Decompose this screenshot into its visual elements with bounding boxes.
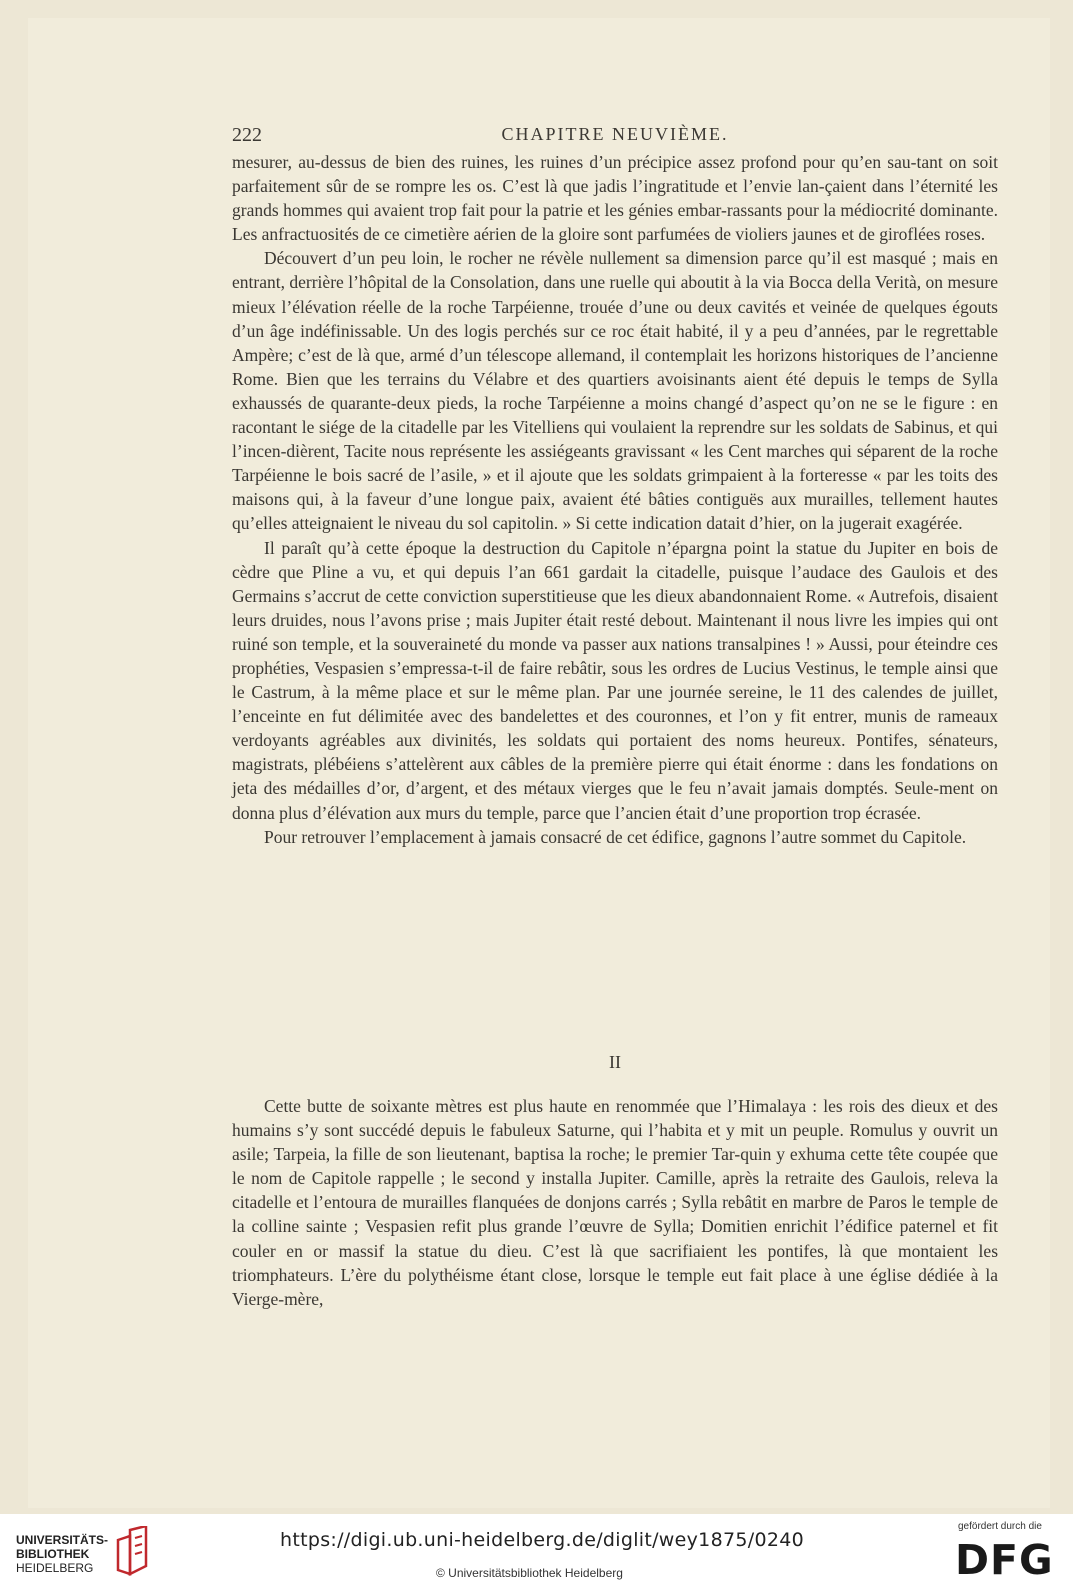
section-number: II (609, 1052, 621, 1072)
paragraph: Il paraît qu’à cette époque la destruction du Capitole n’épargna point la statue du Jupiter en bois de cèdre que Pline a vu, et qui depuis l’an 661 gardait la citadelle, puisque l’audace des Gaulois et des Germains s’accrut de cette conviction superstitieuse que les dieux abandonnaient Rome. « Autrefois, disaient leurs druides, nous l’avons prise ; mais Jupiter était resté debout. Maintenant il nous livre les impies qui ont ruiné son temple, et la souveraineté du monde va passer aux nations transalpines ! » Aussi, pour éteindre ces prophéties, Vespasien s’empressa-t-il de faire rebâtir, sous les ordres de Lucius Vestinus, le temple ainsi que le Castrum, à la même place et sur le même plan. Par une journée sereine, le 11 des calendes de juillet, l’enceinte en fut délimitée avec des bandelettes et des couronnes, et l’on y fit entrer, munis de rameaux verdoyants agréables aux divinités, les soldats qui portaient des noms heureux. Pontifes, sénateurs, magistrats, plébéiens s’attelèrent aux câbles de la première pierre qui était énorme : dans les fondations on jeta des médailles d’or, d’argent, et des métaux vierges que le feu n’avait jamais domptés. Seule-ment on donna plus d’élévation aux murs du temple, parce que l’ancien était d’une proportion trop écrasée. (232, 537, 998, 823)
permalink-url[interactable]: https://digi.ub.uni-heidelberg.de/diglit/wey1875/0240 (280, 1529, 804, 1551)
dfg-logo[interactable]: DFG (955, 1536, 1054, 1584)
library-name-line: HEIDELBERG (16, 1561, 94, 1575)
library-name-line: UNIVERSITÄTS- (16, 1533, 109, 1547)
footer-bar (0, 1514, 1073, 1591)
library-name-line: BIBLIOTHEK (16, 1547, 90, 1561)
paragraph: Cette butte de soixante mètres est plus haute en renommée que l’Himalaya : les rois des dieux et des humains s’y sont succédé depuis le fabuleux Saturne, qui l’habita et y mit un peuple. Romulus y ouvrit un asile; Tarpeia, la fille de son lieutenant, baptisa la roche; le premier Tar-quin y exhuma cette tête coupée que le nom de Capitole rappelle ; le second y installa Jupiter. Camille, après la retraite des Gaulois, releva la citadelle et l’entoura de murailles flanquées de donjons carrés ; Sylla rebâtit en marbre de Paros le temple de la colline sainte ; Vespasien refit plus grande l’œuvre de Sylla; Domitien enrichit l’édifice paternel et fit couler en or massif la statue du dieu. C’est là que sacrifiaient les pontifes, là que montaient les triomphateurs. L’ère du polythéisme étant close, lorsque le temple eut fait place à une église dédiée à la Vierge-mère, (232, 1096, 998, 1309)
section-body-ii (232, 1094, 998, 1311)
chapter-title: CHAPITRE NEUVIÈME. (501, 124, 729, 144)
funded-by-label: gefördert durch die (958, 1521, 1042, 1532)
library-name[interactable] (16, 1533, 108, 1575)
copyright-notice: © Universitätsbibliothek Heidelberg (436, 1566, 623, 1580)
paragraph: mesurer, au-dessus de bien des ruines, les ruines d’un précipice assez profond pour qu’en sau-tant on soit parfaitement sûr de se rompre les os. C’est là que jadis l’ingratitude et l’envie lan-çaient dans l’éternité les grands hommes qui avaient trop fait pour la patrie et les génies embar-rassants pour la médiocrité dominante. Les anfractuosités de ce cimetière aérien de la gloire sont parfumées de violiers jaunes et de giroflées roses. (232, 152, 998, 245)
library-logo-icon[interactable] (112, 1526, 150, 1576)
page-number: 222 (232, 124, 262, 146)
paragraph: Découvert d’un peu loin, le rocher ne révèle nullement sa dimension parce qu’il est masqué ; mais en entrant, derrière l’hôpital de la Consolation, dans une ruelle qui aboutit à la via Bocca della Verità, on mesure mieux l’élévation réelle de la roche Tarpéienne, trouée d’une ou deux cavités et veinée de quelques égouts d’un âge indéfinissable. Un des logis perchés sur ce roc était habité, il y a peu d’années, par le regrettable Ampère; c’est de là que, armé d’un télescope allemand, il contemplait les horizons historiques de l’ancienne Rome. Bien que les terrains du Vélabre et des quartiers avoisinants aient été depuis le temps de Sylla exhaussés de quarante-deux pieds, la roche Tarpéienne a moins changé d’aspect qu’on ne se le figure : en racontant le siége de la citadelle par les Vitelliens qui voulaient la reprendre sur les soldats de Sabinus, et qui l’incen-dièrent, Tacite nous représente les assiégeants gravissant « les Cent marches qui séparent de la roche Tarpéienne le bois sacré de l’asile, » et il ajoute que les soldats grimpaient à la forteresse « par les toits des maisons qui, à la faveur d’une longue paix, avaient été bâties contiguës aux murailles, tellement hautes qu’elles atteignaient le niveau du sol capitolin. » Si cette indication datait d’hier, on la jugerait exagérée. (232, 248, 998, 534)
section-body-continued (232, 150, 998, 849)
paragraph: Pour retrouver l’emplacement à jamais consacré de cet édifice, gagnons l’autre sommet du Capitole. (264, 826, 967, 847)
running-head (232, 124, 998, 148)
